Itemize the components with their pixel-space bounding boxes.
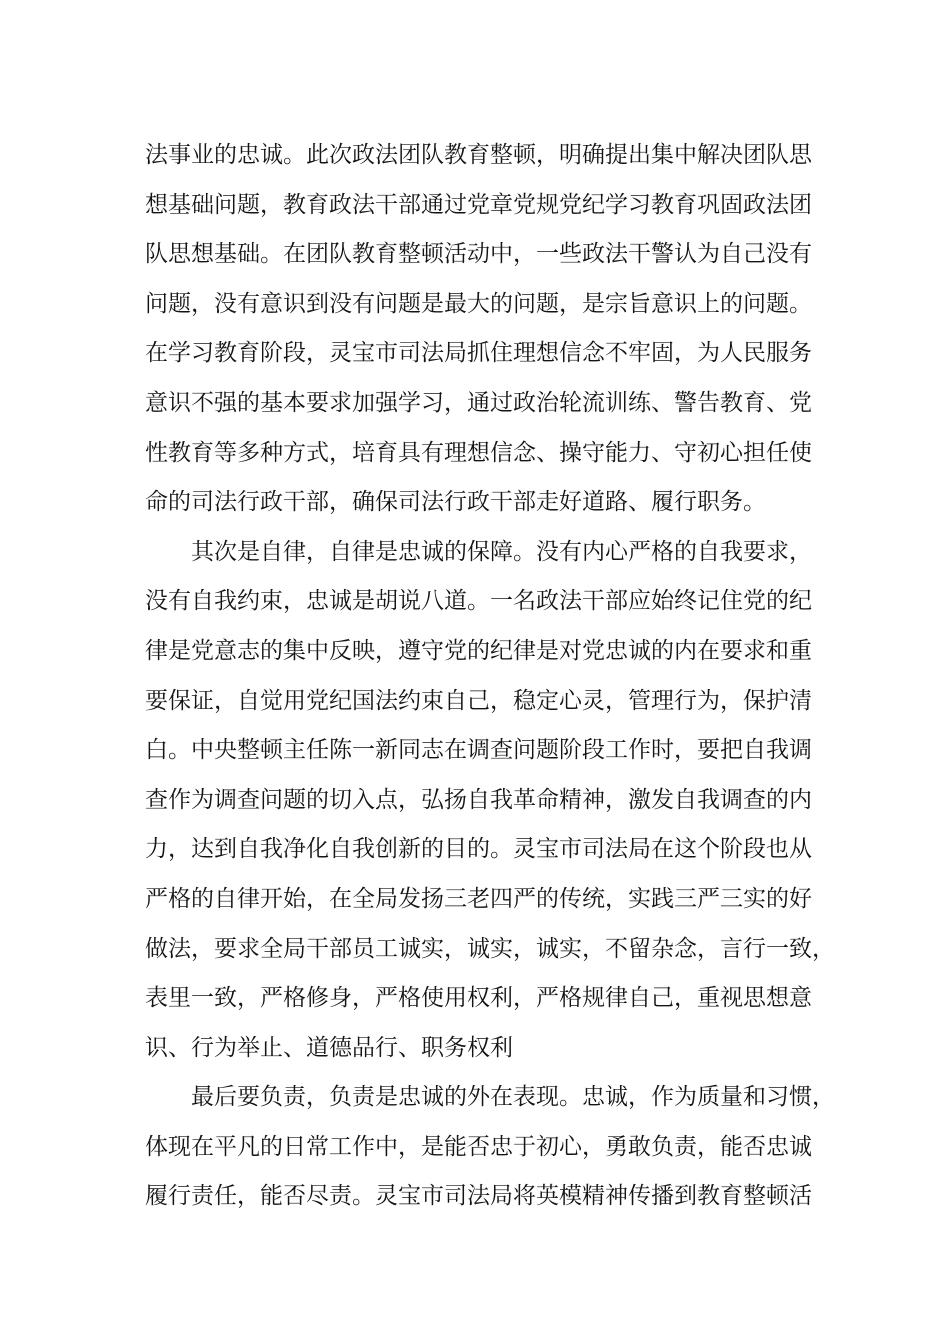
text-line: 在学习教育阶段，灵宝市司法局抓住理想信念不牢固，为人民服务 xyxy=(145,340,812,367)
text-line: 做法，要求全局干部员工诚实，诚实，诚实，不留杂念，言行一致， xyxy=(145,935,835,962)
text-line: 要保证，自觉用党纪国法约束自己，稳定心灵，管理行为，保护清 xyxy=(145,687,812,714)
text-line: 性教育等多种方式，培育具有理想信念、操守能力、守初心担任使 xyxy=(145,439,812,466)
text-line: 表里一致，严格修身，严格使用权利，严格规律自己，重视思想意 xyxy=(145,985,812,1012)
text-line: 白。中央整顿主任陈一新同志在调查问题阶段工作时，要把自我调 xyxy=(145,737,812,764)
text-line: 命的司法行政干部，确保司法行政干部走好道路、履行职务。 xyxy=(145,489,766,516)
text-line: 力，达到自我净化自我创新的目的。灵宝市司法局在这个阶段也从 xyxy=(145,836,812,863)
text-line: 履行责任，能否尽责。灵宝市司法局将英模精神传播到教育整顿活 xyxy=(145,1183,812,1210)
text-line: 律是党意志的集中反映，遵守党的纪律是对党忠诚的内在要求和重 xyxy=(145,637,812,664)
paragraph-first-line: 最后要负责，负责是忠诚的外在表现。忠诚，作为质量和习惯， xyxy=(191,1084,835,1111)
paragraph-first-line: 其次是自律，自律是忠诚的保障。没有内心严格的自我要求， xyxy=(191,538,812,565)
text-line: 想基础问题，教育政法干部通过党章党规党纪学习教育巩固政法团 xyxy=(145,191,812,218)
text-line: 意识不强的基本要求加强学习，通过政治轮流训练、警告教育、党 xyxy=(145,389,812,416)
text-line: 队思想基础。在团队教育整顿活动中，一些政法干警认为自己没有 xyxy=(145,241,812,268)
text-line: 查作为调查问题的切入点，弘扬自我革命精神，激发自我调查的内 xyxy=(145,786,812,813)
text-line: 法事业的忠诚。此次政法团队教育整顿，明确提出集中解决团队思 xyxy=(145,142,812,168)
text-line: 没有自我约束，忠诚是胡说八道。一名政法干部应始终记住党的纪 xyxy=(145,588,812,615)
text-line: 严格的自律开始，在全局发扬三老四严的传统，实践三严三实的好 xyxy=(145,885,812,912)
text-line: 体现在平凡的日常工作中，是能否忠于初心，勇敢负责，能否忠诚 xyxy=(145,1133,812,1160)
text-line: 识、行为举止、道德品行、职务权利 xyxy=(145,1034,513,1061)
text-line: 问题，没有意识到没有问题是最大的问题，是宗旨意识上的问题。 xyxy=(145,290,812,317)
body-text xyxy=(145,131,835,1222)
